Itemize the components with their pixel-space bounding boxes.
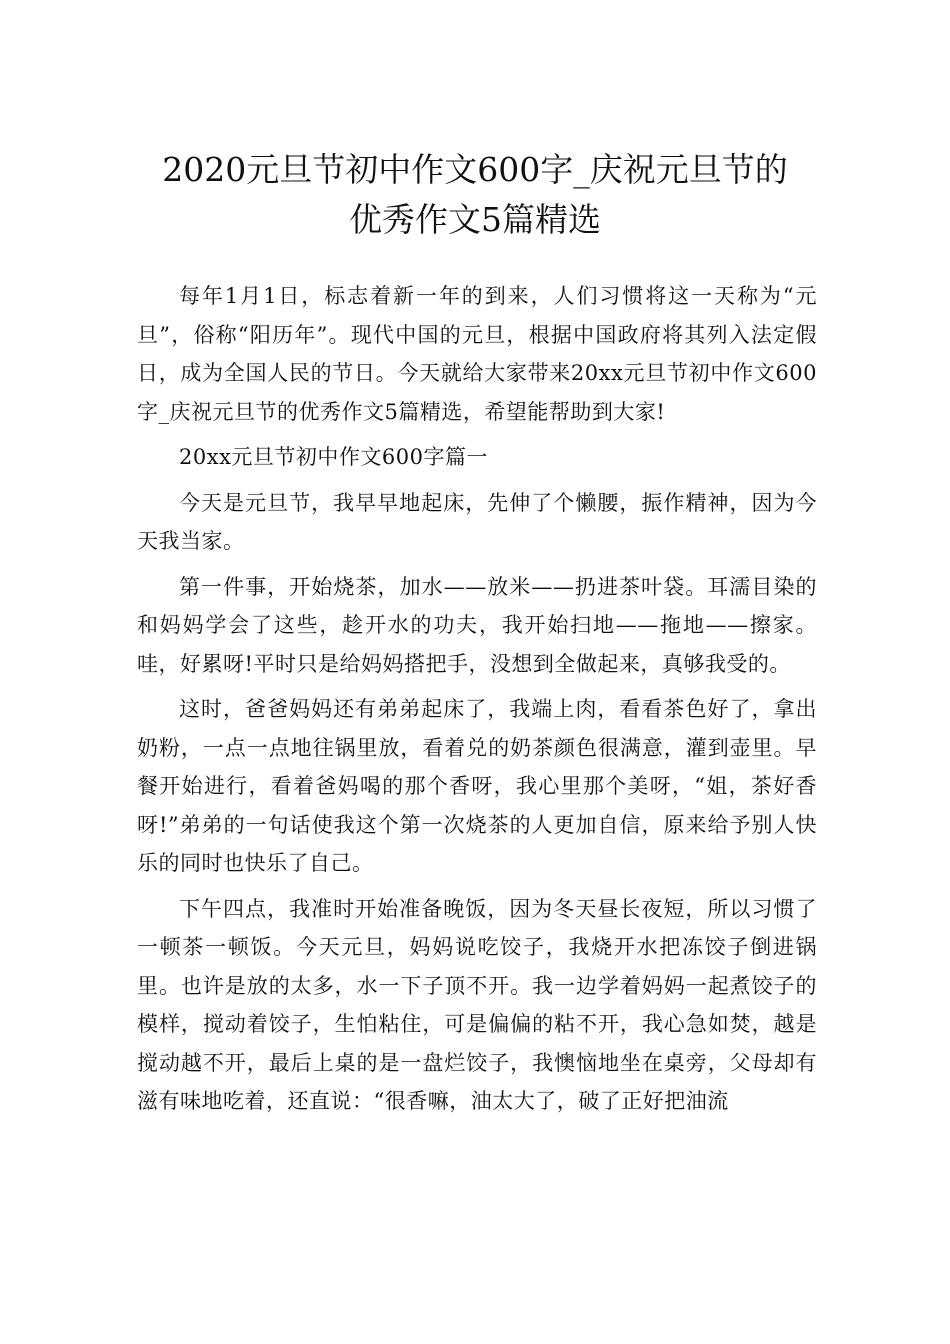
document-body <box>137 277 817 1128</box>
section-heading: 20xx元旦节初中作文600字篇一 <box>179 445 488 469</box>
body-paragraph: 下午四点，我准时开始准备晚饭，因为冬天昼长夜短，所以习惯了一顿茶一顿饭。今天元旦，妈妈说吃饺子，我烧开水把冻饺子倒进锅里。也许是放的太多，水一下子顶不开。我一边学着妈妈一起煮饺子的模样，搅动着饺子，生怕粘住，可是偏偏的粘不开，我心急如焚，越是搅动越不开，最后上桌的是一盘烂饺子，我懊恼地坐在桌旁，父母却有滋有味地吃着，还直说：“很香嘛，油太大了，破了正好把油流 <box>137 896 817 1113</box>
document-title <box>130 145 820 245</box>
body-paragraph: 这时，爸爸妈妈还有弟弟起床了，我端上肉，看看茶色好了，拿出奶粉，一点一点地往锅里放，看着兑的奶茶颜色很满意，灌到壶里。早餐开始进行，看着爸妈喝的那个香呀，我心里那个美呀，“姐，茶好香呀!”弟弟的一句话使我这个第一次烧茶的人更加自信，原来给予别人快乐的同时也快乐了自己。 <box>137 697 817 875</box>
body-paragraph: 第一件事，开始烧茶，加水——放米——扔进茶叶袋。耳濡目染的和妈妈学会了这些，趁开水的功夫，我开始扫地——拖地——擦家。哇，好累呀!平时只是给妈妈搭把手，没想到全做起来，真够我受的。 <box>137 574 817 676</box>
intro-paragraph: 每年1月1日，标志着新一年的到来，人们习惯将这一天称为“元旦”，俗称“阳历年”。现代中国的元旦，根据中国政府将其列入法定假日，成为全国人民的节日。今天就给大家带来20xx元旦节初中作文600字_庆祝元旦节的优秀作文5篇精选，希望能帮助到大家! <box>137 284 817 424</box>
title-line-2: 优秀作文5篇精选 <box>349 200 601 239</box>
title-line-1: 2020元旦节初中作文600字_庆祝元旦节的 <box>162 150 788 189</box>
body-paragraph: 今天是元旦节，我早早地起床，先伸了个懒腰，振作精神，因为今天我当家。 <box>137 490 817 553</box>
